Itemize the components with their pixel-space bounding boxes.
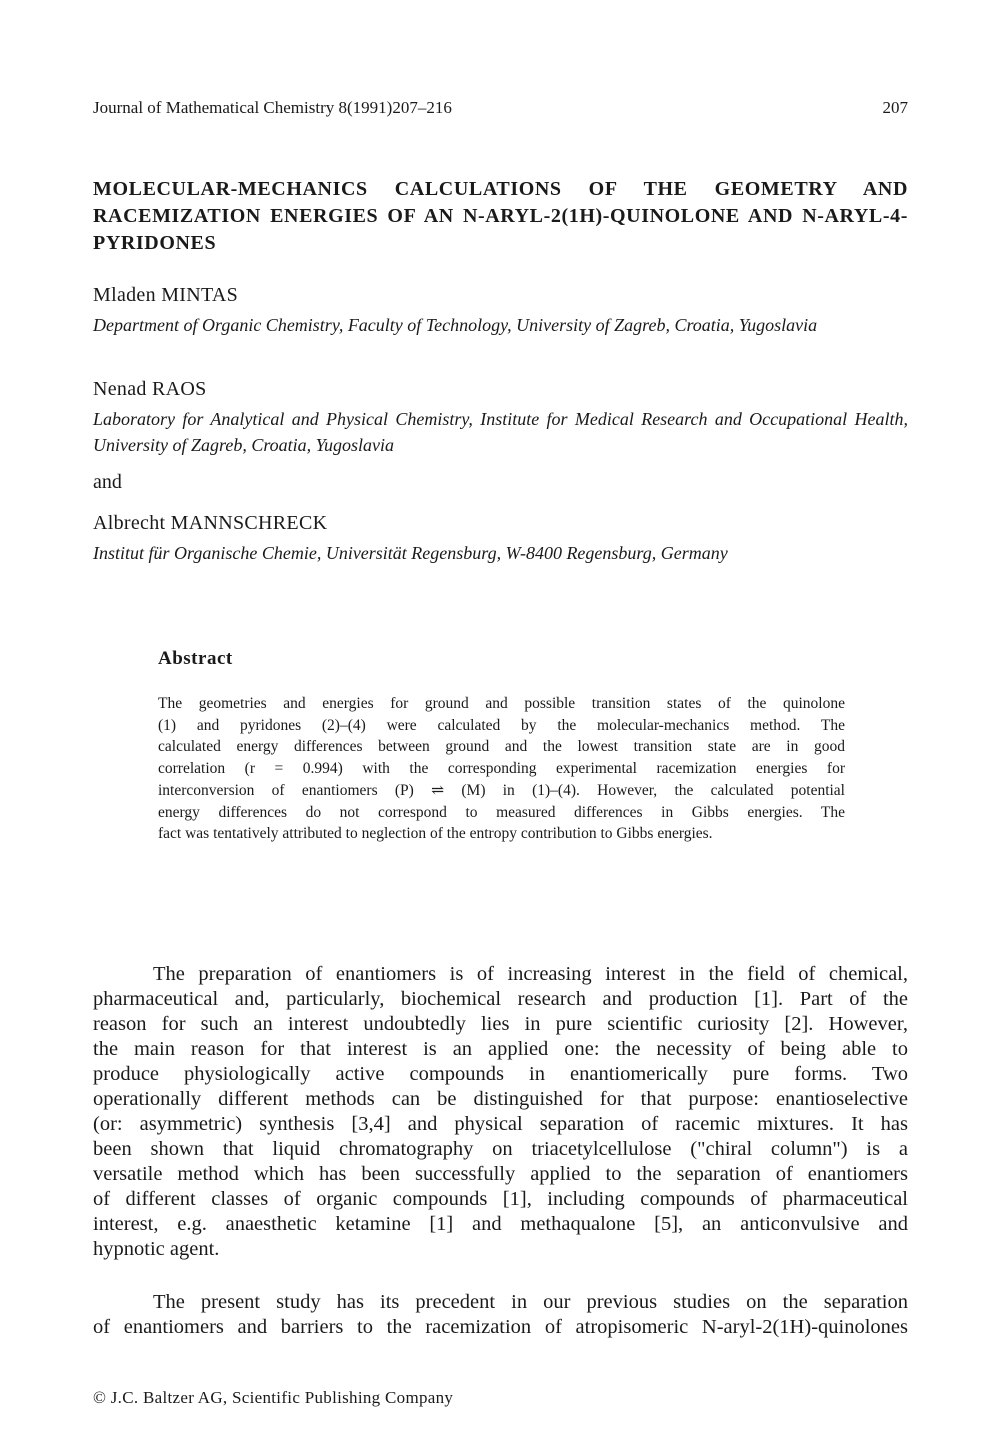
paragraph-line: versatile method which has been successfully applied to the separation of enantiomers [93,1163,908,1185]
paragraph-line: (or: asymmetric) synthesis [3,4] and physical separation of racemic mixtures. It has [93,1113,908,1135]
paragraph-line: The present study has its precedent in our previous studies on the separation [153,1291,908,1313]
author-affiliation-1: Department of Organic Chemistry, Faculty of Technology, University of Zagreb, Croatia, Yugoslavia [93,315,818,335]
paragraph-line: operationally different methods can be distinguished for that purpose: enantioselective [93,1088,908,1110]
paragraph-line: interest, e.g. anaesthetic ketamine [1] and methaqualone [5], an anticonvulsive and [93,1213,908,1235]
page-number: 207 [882,98,908,117]
abstract-line: (1) and pyridones (2)–(4) were calculated by the molecular-mechanics method. The [158,716,845,734]
body-paragraph-2 [93,1290,908,1340]
copyright-footer: © J.C. Baltzer AG, Scientific Publishing Company [93,1388,454,1407]
abstract-line: calculated energy differences between ground and the lowest transition state are in good [158,738,845,756]
abstract-line: interconversion of enantiomers (P) ⇌ (M) in (1)–(4). However, the calculated potential [158,781,845,799]
abstract-line: fact was tentatively attributed to neglection of the entropy contribution to Gibbs energies. [158,825,713,843]
paragraph-line: been shown that liquid chromatography on triacetylcellulose ("chiral column") is a [93,1138,908,1160]
author-conjunction: and [93,471,122,493]
author-name-2: Nenad RAOS [93,378,207,400]
author-name-3: Albrecht MANNSCHRECK [93,512,328,534]
abstract-body [158,693,845,845]
paper-title: MOLECULAR-MECHANICS CALCULATIONS OF THE GEOMETRY AND RACEMIZATION ENERGIES OF AN N-ARYL-2(1H)-QUINOLONE AND N-ARYL-4-PYRIDONES [93,178,908,254]
author-name-1: Mladen MINTAS [93,284,239,306]
paragraph-line: reason for such an interest undoubtedly lies in pure scientific curiosity [2]. However, [93,1013,908,1035]
author-affiliation-2: Laboratory for Analytical and Physical Chemistry, Institute for Medical Research and Occupational Health, University of Zagreb, Croatia, Yugoslavia [93,409,908,455]
journal-citation: Journal of Mathematical Chemistry 8(1991)207–216 [93,98,452,117]
paragraph-line: of enantiomers and barriers to the racemization of atropisomeric N-aryl-2(1H)-quinolones [93,1316,908,1338]
abstract-heading: Abstract [158,648,233,669]
paragraph-line: The preparation of enantiomers is of increasing interest in the field of chemical, [153,963,908,985]
author-affiliation-3: Institut für Organische Chemie, Universität Regensburg, W-8400 Regensburg, Germany [93,543,728,563]
paragraph-line: produce physiologically active compounds in enantiomerically pure forms. Two [93,1063,908,1085]
body-paragraph-1 [93,962,908,1262]
paragraph-line: the main reason for that interest is an applied one: the necessity of being able to [93,1038,908,1060]
running-head [93,98,908,118]
abstract-line: energy differences do not correspond to measured differences in Gibbs energies. The [158,803,845,821]
abstract-line: correlation (r = 0.994) with the corresponding experimental racemization energies for [158,760,845,778]
paragraph-line: of different classes of organic compounds [1], including compounds of pharmaceutical [93,1188,908,1210]
paragraph-line: pharmaceutical and, particularly, biochemical research and production [1]. Part of the [93,988,908,1010]
paragraph-line: hypnotic agent. [93,1238,220,1260]
abstract-line: The geometries and energies for ground and possible transition states of the quinolone [158,695,845,712]
